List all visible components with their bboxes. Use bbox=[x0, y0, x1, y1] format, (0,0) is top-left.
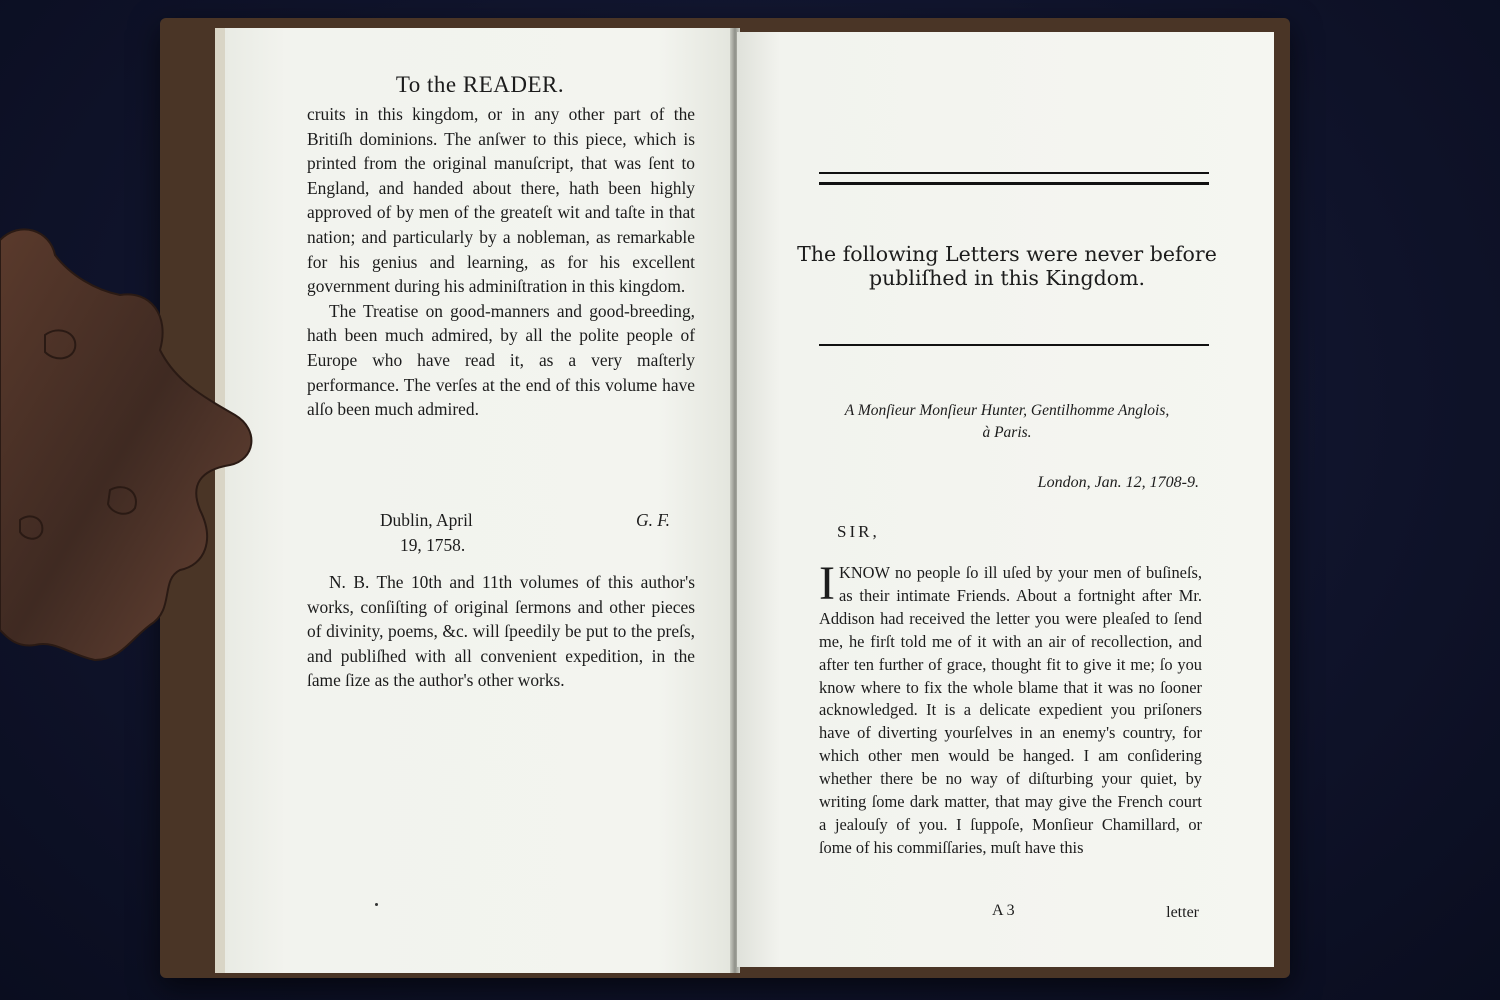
drop-cap: I bbox=[819, 557, 835, 610]
editor-initials: G. F. bbox=[636, 510, 670, 530]
paragraph-2: The Treatise on good-manners and good-breeding, hath been much admired, by all the polite people of Europe who have read it, as a very maſterly performance. The verſes at the end of this volume have alſo been much admired. bbox=[307, 300, 695, 420]
ink-speck bbox=[375, 903, 378, 906]
signoff bbox=[380, 508, 680, 558]
addressee-line-1: A Monſieur Monſieur Hunter, Gentilhomme Anglois, bbox=[844, 402, 1170, 419]
letter-body bbox=[819, 557, 1202, 860]
date-year: 19, 1758. bbox=[400, 535, 466, 555]
notice-heading bbox=[797, 242, 1217, 290]
salutation: SIR, bbox=[837, 522, 880, 541]
nb-paragraph: N. B. The 10th and 11th volumes of this author's works, conſiſting of original ſermons and other pieces of divinity, poems, &c. will ſpeedily be put to the preſs, and publiſhed with all convenient expedition, in the ſame ſize as the author's other works. bbox=[307, 572, 695, 691]
letter-text: KNOW no people ſo ill uſed by your men of buſineſs, as their intimate Friends. About a fortnight after Mr. Addison had received the letter you were pleaſed to ſend me, he firſt told me of it with an air of recollection, and after ten further of grace, thought fit to give it me; ſo you know where to fix the whole blame that it was no ſooner acknowledged. It is a delicate expedient you priſoners have of diverting yourſelves in an enemy's country, for which other men would be hanged. I am conſidering whether there be no way of diſturbing your quiet, by writing ſome dark matter, that may give the French court a jealouſy of you. I ſuppoſe, Monſieur Chamillard, or ſome of his commiſſaries, muſt have this bbox=[819, 563, 1202, 857]
catchword: letter bbox=[1166, 904, 1199, 921]
right-page bbox=[737, 32, 1274, 967]
reader-text bbox=[307, 102, 695, 422]
notice-rule bbox=[819, 344, 1209, 346]
addressee bbox=[797, 400, 1217, 444]
running-head: To the READER. bbox=[395, 72, 565, 97]
signature-mark: A 3 bbox=[992, 902, 1015, 919]
notice-line-2: publiſhed in this Kingdom. bbox=[868, 266, 1146, 290]
addressee-line-2: à Paris. bbox=[982, 424, 1032, 441]
top-rule-2 bbox=[819, 182, 1209, 185]
top-rule-1 bbox=[819, 172, 1209, 174]
notice-line-1: The following Letters were never before bbox=[797, 242, 1217, 266]
copper-page-clip bbox=[0, 220, 260, 670]
clip-shape bbox=[0, 229, 251, 660]
left-page bbox=[215, 28, 735, 973]
paragraph-1: cruits in this kingdom, or in any other part of the Britiſh dominions. The anſwer to this piece, which is printed from the original manuſcript, that was ſent to England, and handed about there, hath been highly approved of by men of the greateſt wit and taſte in that nation; and particularly by a nobleman, as remarkable for his genius and learning, as for his excellent government during his adminiſtration in this kingdom. bbox=[307, 104, 695, 297]
letter-dateline: London, Jan. 12, 1708-9. bbox=[1037, 474, 1199, 491]
place-date: Dublin, April bbox=[380, 510, 473, 530]
